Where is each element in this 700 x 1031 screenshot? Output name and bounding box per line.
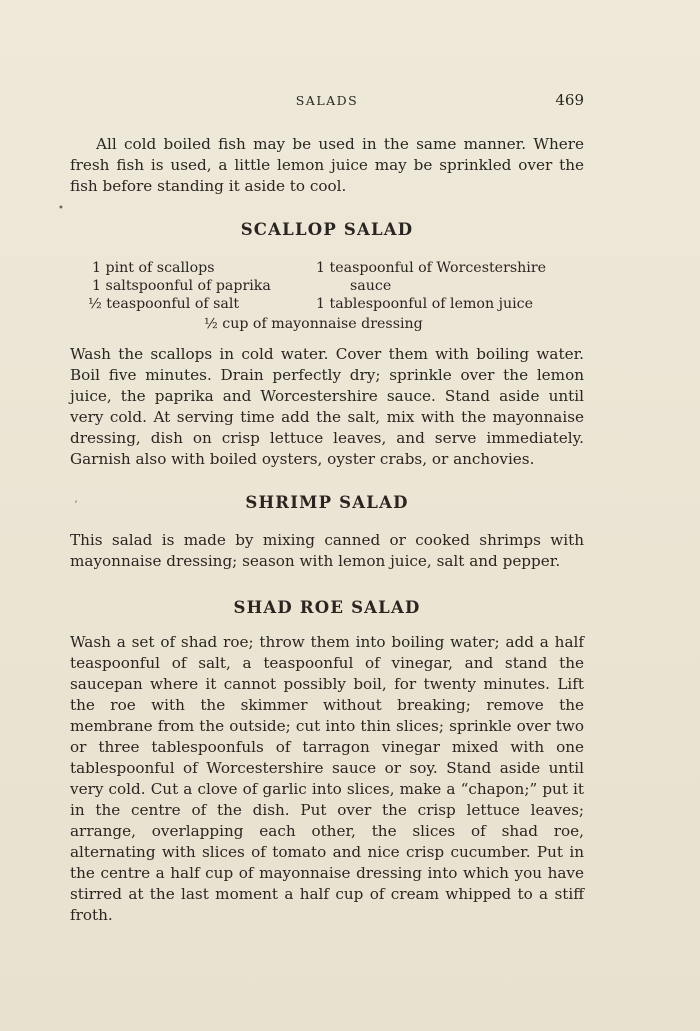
ingredient-scallops: 1 pint of scallops	[92, 260, 215, 276]
ingredient-worcestershire-cont: sauce	[350, 278, 392, 294]
scallop-directions: Wash the scallops in cold water. Cover them with boiling water. Boil five minutes. Drain perfectly dry; sprinkle over the lemon juice, the paprika and Worcestershire sauce. Stand aside until very cold. At serving time add the salt, mix with the mayonnaise dressing, dish on crisp lettuce leaves, and serve immediately. Garnish also with boiled oysters, oyster crabs, or anchovies.	[70, 345, 584, 468]
ingredient-mayonnaise: ½ cup of mayonnaise dressing	[204, 316, 423, 332]
stray-mark: •	[58, 203, 64, 214]
intro-paragraph: All cold boiled fish may be used in the same manner. Where fresh fish is used, a little lemon juice may be sprinkled over the fish before standing it aside to cool.	[70, 135, 584, 195]
ingredient-worcestershire: 1 teaspoonful of Worcestershire	[316, 260, 546, 276]
ingredient-lemon-juice: 1 tablespoonful of lemon juice	[316, 296, 534, 312]
ingredient-paprika: 1 saltspoonful of paprika	[92, 278, 271, 294]
shrimp-directions: This salad is made by mixing canned or cooked shrimps with mayonnaise dressing; season with lemon juice, salt and pepper.	[70, 531, 584, 570]
ingredient-salt: ½ teaspoonful of salt	[88, 296, 240, 312]
scallop-salad-heading: SCALLOP SALAD	[240, 220, 414, 239]
page-number: 469	[555, 91, 584, 109]
shad-roe-directions: Wash a set of shad roe; throw them into boiling water; add a half teaspoonful of salt, a teaspoonful of vinegar, and stand the saucepan where it cannot possibly boil, for twenty minutes. Lift the roe with the skimmer without breaking; remove the membrane from the outside; cut into thin slices; sprinkle over two or three tablespoonfuls of tarragon vinegar mixed with one tablespoonful of Worcestershire sauce or soy. Stand aside until very cold. Cut a clove of garlic into slices, make a “chapon;” put it in the centre of the dish. Put over the crisp lettuce leaves; arrange, overlapping each other, the slices of shad roe, alternating with slices of tomato and nice crisp cucumber. Put in the centre a half cup of mayonnaise dressing into which you have stirred at the last moment a half cup of cream whipped to a stiff froth.	[70, 633, 584, 924]
running-head	[70, 93, 584, 113]
stray-mark: ʼ	[74, 500, 78, 511]
running-title: SALADS	[295, 93, 359, 108]
shrimp-salad-heading: SHRIMP SALAD	[245, 493, 409, 512]
shad-roe-salad-heading: SHAD ROE SALAD	[233, 598, 421, 617]
